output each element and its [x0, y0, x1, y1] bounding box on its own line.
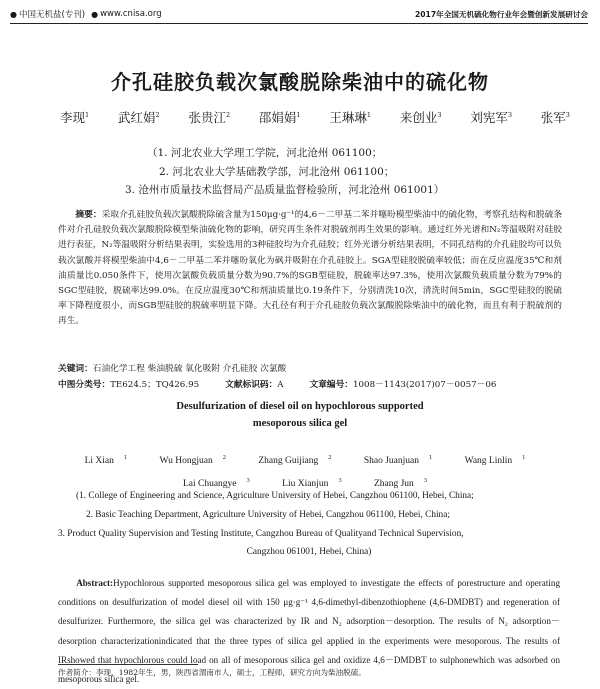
author: 来创业$^3$ [399, 110, 442, 125]
affiliation: 2. 河北农业大学基础教学部，河北沧州 061100； [159, 165, 395, 178]
affiliation: 3. 沧州市质量技术监督局产品质量监督检验所，河北沧州 061001） [125, 184, 445, 196]
footnote-rule [58, 664, 198, 665]
abstract-label: Abstract: [76, 578, 114, 588]
author: 王琳琳$^1$ [329, 110, 372, 125]
author-footnote: 作者简介：李现，1982年生，男，陕西省渭南市人，硕士，工程师，研究方向为柴油脱硫。 [58, 668, 366, 677]
journal-url: www.cnisa.org [100, 9, 162, 19]
author: 张军$^3$ [540, 110, 570, 125]
affiliations-en [58, 487, 560, 562]
author: 邵娟娟$^1$ [258, 110, 301, 125]
keywords-label: 关键词： [58, 364, 93, 374]
keywords-cn [58, 362, 560, 374]
abstract-text: 采取介孔硅胶负载次氯酸脱除硫含量为150μg·g⁻¹的4,6－二甲基二苯并噻吩模型柴油中的硫化物，考察孔结构和脱硫条件对介孔硅胶负载次氯酸脱除模型柴油硫化物的影响，研究再生条件对脱硫剂再生效果的影响。通过红外光谱和N₂等温吸附对硅胶进行表征，N₂等温吸附分析结果表明，实验选用的3种硅胶均为介孔硅胶；红外光谱分析结果表明，不同孔结构的介孔硅胶均可以负载次氯酸并将模型柴油中4,6－二甲基二苯并噻吩氧化为砜并吸附在介孔硅胶上。SGA型硅胶脱硫率较低；而在反应温度35℃和剂油质量比0.050条件下，使用次氯酸负载质量分数为90.7%的SGB型硅胶，脱硫率达97.3%，使用次氯酸负载质量分数为79%的SGC型硅胶，脱硫率达99.0%。在反应温度30℃和剂油质量比0.19条件下，分别清洗10次，清洗时间5min，SGC型硅胶的脱硫率下降程度很小，而SGB型硅胶的脱硫率明显下降。大孔径有利于介孔硅胶负载次氯酸脱除柴油中的硫化物，而且有利于脱硫剂的再生。 [58, 210, 563, 327]
author: Wang Linlin $^1$ [464, 454, 526, 467]
clc-number: TE624.5；TQ426.95 [110, 380, 200, 390]
journal-name: 中国无机盐(专刊) [18, 10, 86, 20]
affiliation: Cangzhou 061001, Hebei, China) [246, 547, 372, 558]
abstract-text: Hypochlorous supported mesoporous silica gel was employed to investigate the effects of porestructure and operating conditions on desulfurization of model diesel oil with 150 μg·g⁻¹ 4,6-dimethyl-dibenzothiophene (4,6-DMDBT) and regeneration of desulfurizer. Furthermore, the silica gel was characterized by IR and N₂ adsorption－desorption. The results of N₂ adsorption－desorption characterizationindicated that the three types of silica gel applied in the experiments were mesoporous. The results of IRshowed that hypochlorous could load on all of mesoporous silica gel and oxidize 4,6－DMDBT to sulphonewhich was adsorbed on mesoporous silica gel. [58, 578, 560, 685]
author-list-cn [60, 108, 570, 126]
document-code: A [277, 380, 284, 390]
author: Wu Hongjuan $^2$ [159, 454, 226, 467]
bullet-icon: ● [10, 9, 17, 19]
author: Liu Xianjun $^3$ [282, 477, 342, 490]
affiliation: 3. Product Quality Supervision and Testing Institute, Cangzhou Bureau of Qualityand Technical Supervision, [58, 528, 464, 539]
author: Lai Chuangye $^3$ [182, 477, 250, 490]
classification-line: 中图分类号：TE624.5；TQ426.95 文献标识码：A 文章编号：1008－1143(2017)07－0057－06 [58, 380, 497, 390]
article-number: 1008－1143(2017)07－0057－06 [352, 380, 497, 390]
abstract-cn [58, 208, 562, 330]
author: Shao Juanjuan $^1$ [363, 454, 433, 467]
running-header [10, 6, 588, 22]
author: Zhang Jun $^3$ [373, 477, 428, 490]
header-rule [10, 23, 588, 24]
affiliation: 2. Basic Teaching Department, Agriculture University of Hebei, Cangzhou 061100, Hebei, China; [86, 509, 450, 520]
author: 刘宪军$^3$ [470, 110, 512, 125]
abstract-label: 摘要： [75, 210, 102, 220]
author: Zhang Guijiang $^2$ [258, 454, 332, 467]
affiliation: （1. 河北农业大学理工学院，河北沧州 061100； [147, 147, 383, 159]
keywords-text: 石油化学工程 柴油脱硫 氧化吸附 介孔硅胶 次氯酸 [92, 364, 287, 374]
author: 张贵江$^2$ [188, 110, 231, 125]
english-title: Desulfurization of diesel oil on hypochlorous supported mesoporous silica gel [176, 401, 424, 429]
author: 李现$^1$ [60, 110, 90, 125]
page-title: 介孔硅胶负载次氯酸脱除柴油中的硫化物 [111, 70, 489, 94]
affiliation: (1. College of Engineering and Science, Agriculture University of Hebei, Cangzhou 061100, Hebei, China; [76, 491, 474, 501]
author: Li Xian $^1$ [84, 454, 128, 467]
conference-name: 2017年全国无机硫化物行业年会暨创新发展研讨会 [414, 9, 588, 19]
affiliations-cn [125, 144, 444, 200]
bullet-icon: ● [91, 9, 99, 19]
author: 武红娟$^2$ [117, 110, 160, 125]
